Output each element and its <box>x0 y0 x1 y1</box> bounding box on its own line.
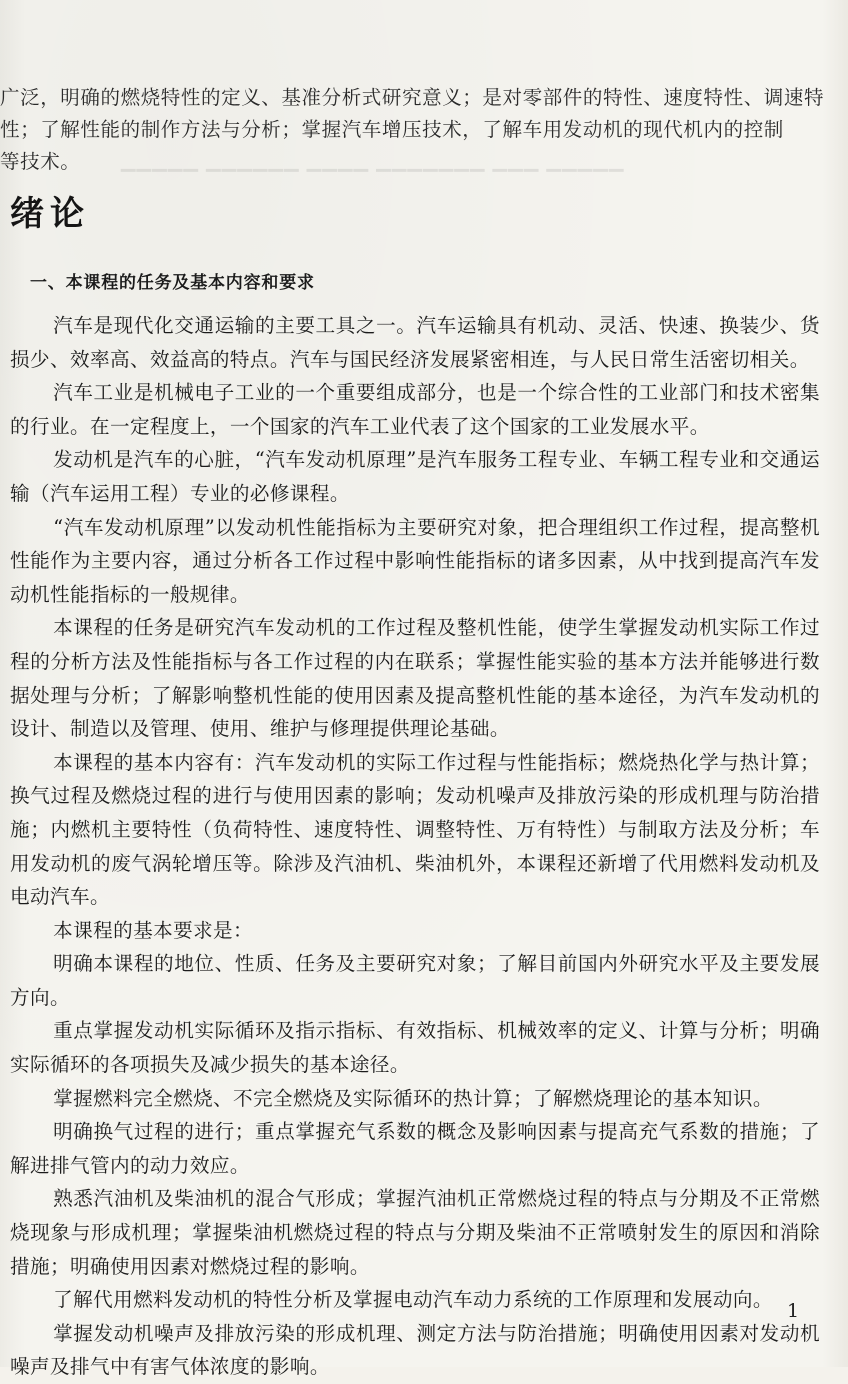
chapter-title: 绪论 <box>10 194 90 234</box>
paragraph: 掌握发动机噪声及排放污染的形成机理、测定方法与防治措施；明确使用因素对发动机噪声及排气中有害气体浓度的影响。 <box>10 1321 820 1379</box>
paragraph: 重点掌握发动机实际循环及指示指标、有效指标、机械效率的定义、计算与分析；明确实际循环的各项损失及减少损失的基本途径。 <box>10 1019 820 1077</box>
paragraph: 汽车是现代化交通运输的主要工具之一。汽车运输具有机动、灵活、快速、换装少、货损少、效率高、效益高的特点。汽车与国民经济发展紧密相连，与人民日常生活密切相关。 <box>10 314 820 371</box>
paragraph: 了解代用燃料发动机的特性分析及掌握电动汽车动力系统的工作原理和发展动向。 <box>53 1288 773 1312</box>
paragraph: 本课程的基本要求是： <box>53 918 254 942</box>
paragraph: 掌握燃料完全燃烧、不完全燃烧及实际循环的热计算；了解燃烧理论的基本知识。 <box>53 1086 773 1110</box>
paragraph: 熟悉汽油机及柴油机的混合气形成；掌握汽油机正常燃烧过程的特点与分期及不正常燃烧现象与形成机理；掌握柴油机燃烧过程的特点与分期及柴油不正常喷射发生的原因和消除措施；明确使用因素对燃烧过程的影响。 <box>10 1187 820 1278</box>
paragraph: 本课程的基本内容有：汽车发动机的实际工作过程与性能指标；燃烧热化学与热计算；换气过程及燃烧过程的进行与使用因素的影响；发动机噪声及排放污染的形成机理与防治措施；内燃机主要特性（负荷特性、速度特性、调整特性、万有特性）与制取方法及分析；车用发动机的废气涡轮增压等。除涉及汽油机、柴油机外，本课程还新增了代用燃料发动机及电动汽车。 <box>10 750 820 909</box>
paragraph: 明确本课程的地位、性质、任务及主要研究对象；了解目前国内外研究水平及主要发展方向。 <box>10 952 820 1009</box>
page-number: 1 <box>787 1300 800 1322</box>
section-heading: 一、本课程的任务及基本内容和要求 <box>30 273 315 293</box>
paragraph: “汽车发动机原理”以发动机性能指标为主要研究对象，把合理组织工作过程，提高整机性能作为主要内容，通过分析各工作过程中影响性能指标的诸多因素，从中找到提高汽车发动机性能指标的一般规律。 <box>10 515 820 606</box>
previous-section-fragment <box>0 82 830 178</box>
fragment-line-3: 等技术。 <box>0 150 81 173</box>
paragraph: 明确换气过程的进行；重点掌握充气系数的概念及影响因素与提高充气系数的措施；了解进排气管内的动力效应。 <box>10 1120 820 1177</box>
paragraph: 汽车工业是机械电子工业的一个重要组成部分，也是一个综合性的工业部门和技术密集的行业。在一定程度上，一个国家的汽车工业代表了这个国家的工业发展水平。 <box>10 381 820 438</box>
body-text <box>10 309 820 1384</box>
paragraph: 发动机是汽车的心脏，“汽车发动机原理”是汽车服务工程专业、车辆工程专业和交通运输（汽车运用工程）专业的必修课程。 <box>10 448 820 505</box>
show-through-texture: ▁▁▁▁▁ ▁▁▁ ▁▁▁▁▁▁▁ ▁▁▁▁ ▁▁▁▁▁▁ ▁▁▁▁▁ <box>120 150 624 172</box>
fragment-line-2: 性；了解性能的制作方法与分析；掌握汽车增压技术，了解车用发动机的现代机内的控制 <box>0 118 784 141</box>
fragment-line-1: 广泛，明确的燃烧特性的定义、基准分析式研究意义；是对零部件的特性、速度特性、调速特 <box>0 86 825 109</box>
paragraph: 本课程的任务是研究汽车发动机的工作过程及整机性能，使学生掌握发动机实际工作过程的分析方法及性能指标与各工作过程的内在联系；掌握性能实验的基本方法并能够进行数据处理与分析；了解影响整机性能的使用因素及提高整机性能的基本途径，为汽车发动机的设计、制造以及管理、使用、维护与修理提供理论基础。 <box>10 616 820 741</box>
